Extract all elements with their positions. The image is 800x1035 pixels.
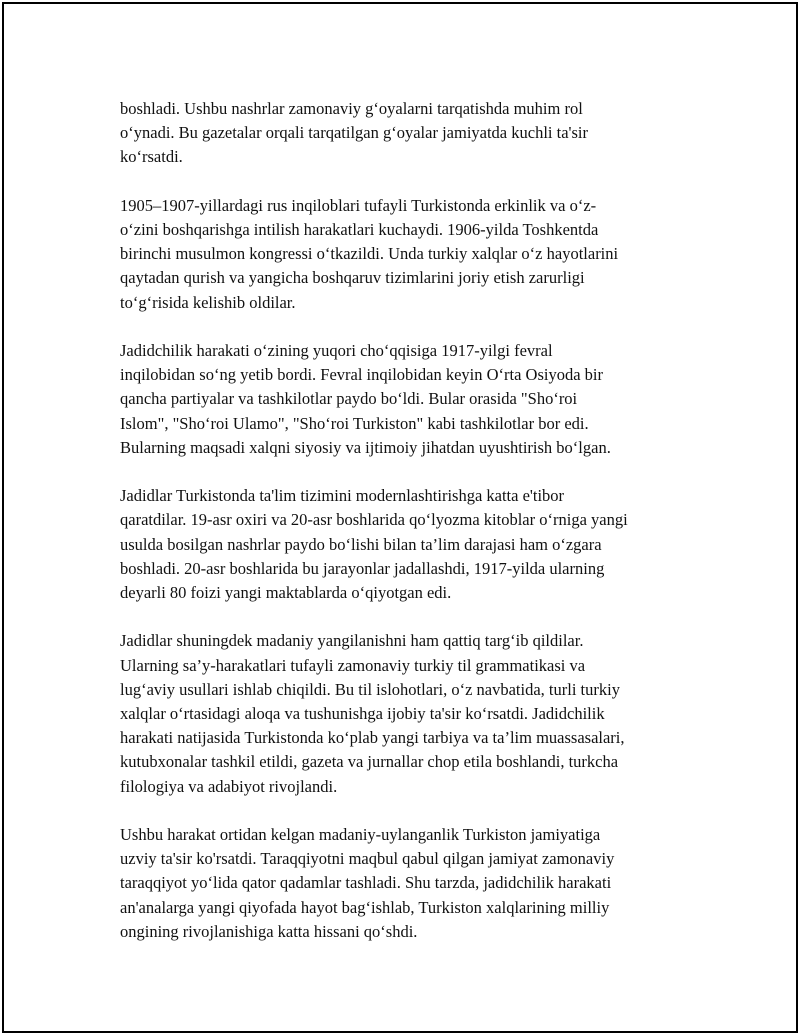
text-line: Islom", "Sho‘roi Ulamo", "Sho‘roi Turkiston" kabi tashkilotlar bor edi. [120,413,589,433]
text-line: taraqqiyot yo‘lida qator qadamlar tashladi. Shu tarzda, jadidchilik harakati [120,873,612,893]
text-line: Ushbu harakat ortidan kelgan madaniy-uylanganlik Turkiston jamiyatiga [120,825,601,845]
text-line: uzviy ta'sir ko'rsatdi. Taraqqiyotni maqbul qabul qilgan jamiyat zamonaviy [120,849,615,869]
paragraph-2 [120,194,710,315]
text-line: boshladi. Ushbu nashrlar zamonaviy g‘oyalarni tarqatishda muhim rol [120,99,583,118]
text-line: to‘g‘risida kelishib oldilar. [120,292,296,312]
text-line: harakati natijasida Turkistonda ko‘plab yangi tarbiya va ta’lim muassasalari, [120,728,625,748]
text-line: inqilobidan so‘ng yetib bordi. Fevral inqilobidan keyin O‘rta Osiyoda bir [120,365,604,385]
text-line: Jadidchilik harakati o‘zining yuqori cho‘qqisiga 1917-yilgi fevral [120,341,553,360]
text-line: birinchi musulmon kongressi o‘tkazildi. Unda turkiy xalqlar o‘z hayotlarini [120,244,619,264]
document-body [120,97,710,968]
text-line: usulda bosilgan nashrlar paydo bo‘lishi bilan ta’lim darajasi ham o‘zgara [120,534,602,554]
paragraph-1 [120,97,710,170]
text-line: kutubxonalar tashkil etildi, gazeta va jurnallar chop etila boshlandi, turkcha [120,752,619,772]
text-line: xalqlar o‘rtasidagi aloqa va tushunishga ijobiy ta'sir ko‘rsatdi. Jadidchilik [120,704,605,724]
text-line: lug‘aviy usullari ishlab chiqildi. Bu til islohotlari, o‘z navbatida, turli turkiy [120,679,620,699]
text-line: qancha partiyalar va tashkilotlar paydo bo‘ldi. Bular orasida "Sho‘roi [120,389,578,409]
paragraph-5 [120,629,710,798]
text-line: ko‘rsatdi. [120,147,183,167]
text-line: boshladi. 20-asr boshlarida bu jarayonlar jadallashdi, 1917-yilda ularning [120,558,605,578]
text-line: ongining rivojlanishiga katta hissani qo‘shdi. [120,921,418,941]
paragraph-3 [120,339,710,460]
text-line: Jadidlar shuningdek madaniy yangilanishni ham qattiq targ‘ib qildilar. [120,631,584,651]
text-line: Bularning maqsadi xalqni siyosiy va ijtimoiy jihatdan uyushtirish bo‘lgan. [120,437,611,457]
text-line: qaratdilar. 19-asr oxiri va 20-asr boshlarida qo‘lyozma kitoblar o‘rniga yangi [120,510,628,530]
text-line: filologiya va adabiyot rivojlandi. [120,776,338,796]
paragraph-4 [120,484,710,605]
text-line: 1905–1907-yillardagi rus inqiloblari tufayli Turkistonda erkinlik va o‘z- [120,195,597,215]
paragraph-6 [120,823,710,944]
page-frame [2,2,798,1033]
text-line: deyarli 80 foizi yangi maktablarda o‘qiyotgan edi. [120,583,452,603]
text-line: o‘zini boshqarishga intilish harakatlari kuchaydi. 1906-yilda Toshkentda [120,220,599,239]
text-line: Jadidlar Turkistonda ta'lim tizimini modernlashtirishga katta e'tibor [120,486,565,506]
text-line: qaytadan qurish va yangicha boshqaruv tizimlarini joriy etish zarurligi [120,268,585,288]
text-line: an'analarga yangi qiyofada hayot bag‘ishlab, Turkiston xalqlarining milliy [120,897,610,917]
text-line: Ularning sa’y-harakatlari tufayli zamonaviy turkiy til grammatikasi va [120,655,586,675]
text-line: o‘ynadi. Bu gazetalar orqali tarqatilgan g‘oyalar jamiyatda kuchli ta'sir [120,123,589,143]
